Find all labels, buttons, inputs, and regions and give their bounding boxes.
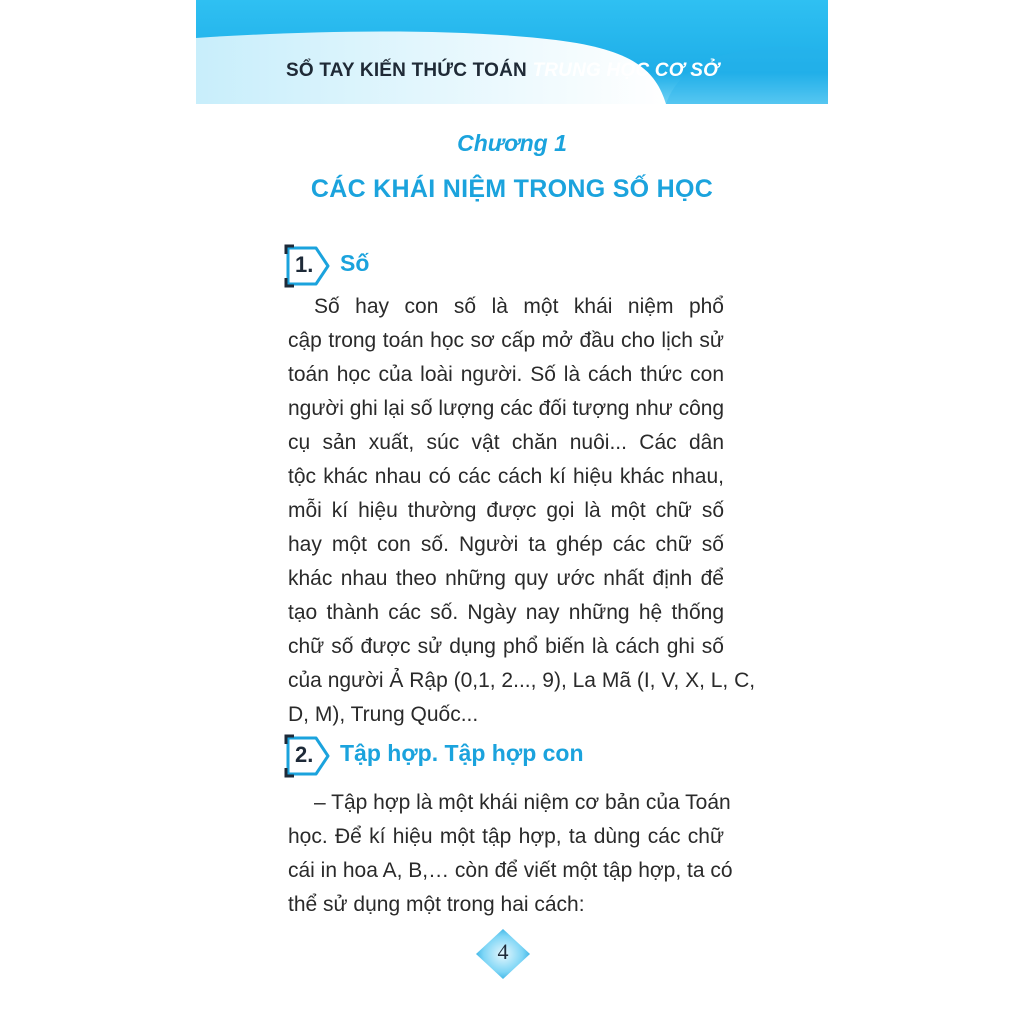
- text-line: cái in hoa A, B,… còn để viết một tập hợp, ta có: [288, 859, 733, 882]
- text-line: học. Để kí hiệu một tập hợp, ta dùng các chữ: [288, 825, 724, 848]
- text-line: của người Ả Rập (0,1, 2..., 9), La Mã (I, V, X, L, C,: [288, 669, 756, 692]
- section-heading-2: [284, 734, 684, 778]
- text-line: – Tập hợp là một khái niệm cơ bản của Toán: [314, 791, 731, 814]
- section-number: 1.: [295, 252, 314, 277]
- text-line: cụ sản xuất, súc vật chăn nuôi... Các dân: [288, 431, 724, 454]
- section-1-paragraph: [288, 290, 756, 732]
- text-line: mỗi kí hiệu thường được gọi là một chữ số: [288, 499, 724, 522]
- page-number-badge: [472, 927, 534, 981]
- text-line: cập trong toán học sơ cấp mở đầu cho lịch sử: [288, 329, 724, 352]
- text-line: thể sử dụng một trong hai cách:: [288, 893, 585, 916]
- text-line: tộc khác nhau có các cách kí hiệu khác nhau,: [288, 465, 724, 488]
- text-line: tạo thành các số. Ngày nay những hệ thống: [288, 601, 724, 624]
- header-band-graphic: [196, 0, 828, 104]
- text-line: khác nhau theo những quy ước nhất định để: [288, 567, 724, 590]
- page-number: 4: [497, 939, 509, 964]
- section-2-paragraph: [288, 786, 733, 922]
- text-line: toán học của loài người. Số là cách thức con: [288, 363, 724, 386]
- section-title: Tập hợp. Tập hợp con: [340, 740, 584, 766]
- text-line: chữ số được sử dụng phổ biến là cách ghi số: [288, 635, 724, 658]
- text-line: hay một con số. Người ta ghép các chữ số: [288, 533, 724, 556]
- chapter-label: Chương 1: [457, 130, 567, 156]
- running-header: [286, 60, 719, 82]
- header-band: [196, 0, 828, 104]
- text-line: D, M), Trung Quốc...: [288, 703, 479, 726]
- running-header-highlight: TRUNG HỌC CƠ SỞ: [532, 60, 720, 81]
- text-line: người ghi lại số lượng các đối tượng như công: [288, 397, 725, 420]
- text-line: Số hay con số là một khái niệm phổ: [314, 295, 724, 318]
- section-title: Số: [340, 250, 370, 276]
- book-page: [196, 0, 828, 1024]
- running-header-main: SỔ TAY KIẾN THỨC TOÁN: [286, 60, 527, 81]
- section-number: 2.: [295, 742, 314, 767]
- chapter-title: CÁC KHÁI NIỆM TRONG SỐ HỌC: [310, 175, 714, 203]
- section-heading-1: [284, 244, 584, 288]
